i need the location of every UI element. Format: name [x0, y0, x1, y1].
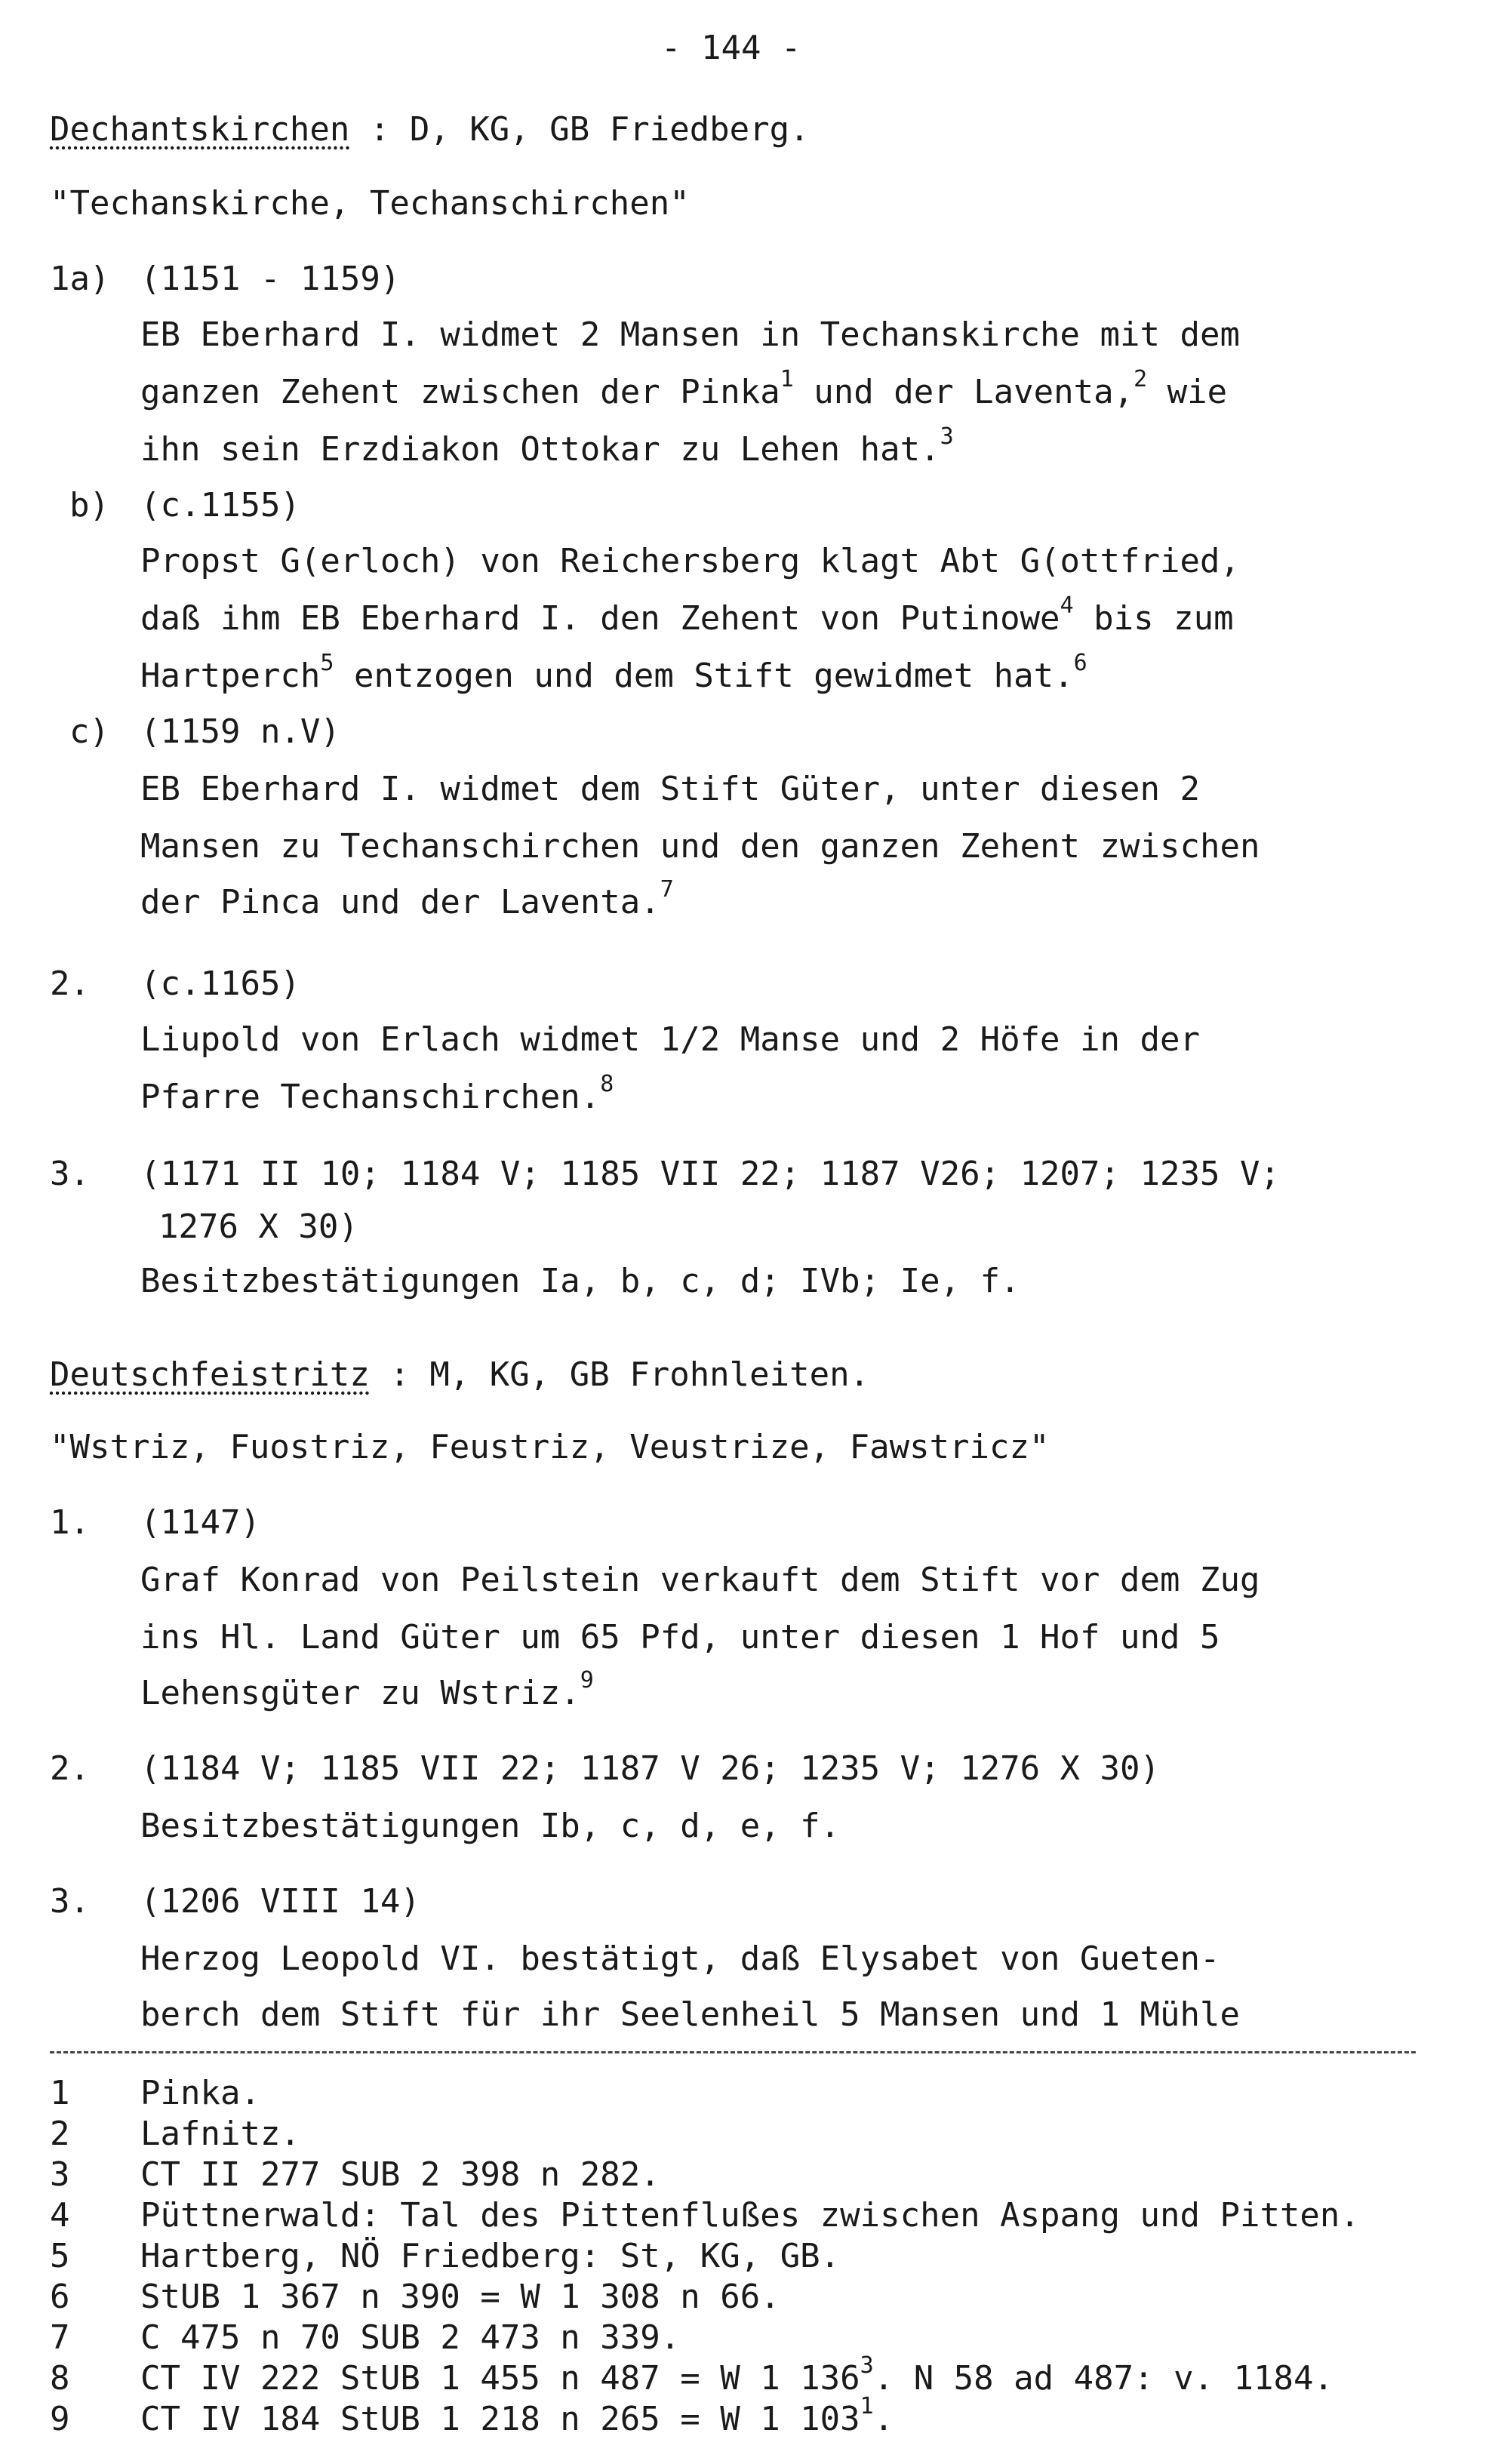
item-date: (1159 n.V): [140, 712, 340, 751]
footnote-ref: 1: [780, 366, 794, 392]
entry-heading: [50, 110, 810, 149]
item-label: b): [69, 486, 109, 524]
footnote-text: C 475 n 70 SUB 2 473 n 339.: [140, 2318, 681, 2357]
place-name: Dechantskirchen: [50, 110, 350, 149]
name-variants: "Wstriz, Fuostriz, Feustriz, Veustrize, Fawstricz": [50, 1428, 1050, 1466]
footnote-text: CT IV 222 StUB 1 455 n 487 = W 1 136: [140, 2359, 860, 2398]
footnote-number: 2: [50, 2115, 70, 2153]
item-line: Lehensgüter zu Wstriz.$^9$: [140, 1667, 594, 1712]
item-line: daß ihm EB Eberhard I. den Zehent von Putinowe$^4$ bis zum: [140, 592, 1234, 638]
footnote-ref: 5: [320, 650, 334, 676]
place-info: : D, KG, GB Friedberg.: [349, 110, 810, 149]
footnote-number: 8: [50, 2359, 70, 2398]
footnote-number: 4: [50, 2196, 70, 2235]
footnote-text-tail: .: [873, 2400, 894, 2438]
item-date: (c.1155): [140, 486, 300, 524]
footnote-text: Lafnitz.: [140, 2115, 300, 2153]
item-date: (1171 II 10; 1184 V; 1185 VII 22; 1187 V26; 1207; 1235 V;: [140, 1155, 1280, 1193]
page-number: - 144 -: [661, 29, 801, 67]
item-date: (1151 - 1159): [140, 260, 401, 298]
item-label: 3.: [50, 1155, 90, 1193]
footnote: [50, 2352, 1333, 2398]
item-line: 1276 X 30): [158, 1207, 358, 1246]
footnote-text: Pinka.: [140, 2074, 260, 2112]
item-line: Besitzbestätigungen Ib, c, d, e, f.: [140, 1807, 841, 1845]
name-variants: "Techanskirche, Techanschirchen": [50, 184, 690, 223]
footnote-ref: 8: [600, 1071, 614, 1097]
footnote-number: 7: [50, 2318, 70, 2357]
footnote: [50, 2278, 780, 2316]
footnote-ref: 7: [660, 876, 674, 903]
item-line: ihn sein Erzdiakon Ottokar zu Lehen hat.$^3$: [140, 423, 954, 469]
item-label: 3.: [50, 1882, 90, 1921]
footnote-number: 6: [50, 2278, 70, 2316]
item-date: (c.1165): [140, 964, 300, 1003]
item-label: 1.: [50, 1503, 90, 1542]
item-line: ganzen Zehent zwischen der Pinka$^1$ und der Laventa,$^2$ wie: [140, 366, 1228, 411]
footnote-text: StUB 1 367 n 390 = W 1 308 n 66.: [140, 2278, 780, 2316]
footnote-text: CT IV 184 StUB 1 218 n 265 = W 1 103: [140, 2400, 860, 2438]
item-line: der Pinca und der Laventa.$^7$: [140, 876, 674, 921]
item-line: Hartperch$^5$ entzogen und dem Stift gewidmet hat.$^6$: [140, 650, 1087, 695]
footnote-ref: 9: [580, 1667, 594, 1693]
place-name: Deutschfeistritz: [50, 1355, 370, 1394]
item-line: ins Hl. Land Güter um 65 Pfd, unter diesen 1 Hof und 5: [140, 1618, 1220, 1657]
footnote: [50, 2155, 660, 2194]
footnote: [50, 2237, 841, 2275]
item-line: Herzog Leopold VI. bestätigt, daß Elysabet von Gueten-: [140, 1940, 1220, 1978]
footnote-text: CT II 277 SUB 2 398 n 282.: [140, 2155, 660, 2194]
footnote-text: Hartberg, NÖ Friedberg: St, KG, GB.: [140, 2237, 841, 2275]
item-line: Liupold von Erlach widmet 1/2 Manse und 2 Höfe in der: [140, 1020, 1200, 1059]
footnote-superscript: 3: [860, 2352, 874, 2379]
footnote: [50, 2393, 894, 2438]
footnote-text-tail: . N 58 ad 487: v. 1184.: [873, 2359, 1333, 2398]
footnote: [50, 2318, 681, 2357]
item-date: (1206 VIII 14): [140, 1882, 420, 1921]
footnote-ref: 3: [940, 423, 954, 450]
item-date: (1147): [140, 1503, 260, 1542]
item-line: Besitzbestätigungen Ia, b, c, d; IVb; Ie, f.: [140, 1262, 1020, 1300]
footnote-text: Püttnerwald: Tal des Pittenflußes zwischen Aspang und Pitten.: [140, 2196, 1360, 2235]
footnote-superscript: 1: [860, 2393, 874, 2419]
item-label: c): [69, 712, 109, 751]
footnote: [50, 2196, 1360, 2235]
item-label: 1a): [50, 260, 110, 298]
footnote-separator: [50, 2051, 1416, 2053]
footnote-ref: 6: [1073, 650, 1087, 676]
footnote-ref: 4: [1060, 592, 1074, 619]
item-line: Mansen zu Techanschirchen und den ganzen Zehent zwischen: [140, 827, 1260, 866]
item-line: Pfarre Techanschirchen.$^8$: [140, 1071, 614, 1116]
item-line: EB Eberhard I. widmet dem Stift Güter, unter diesen 2: [140, 770, 1200, 808]
footnote-number: 5: [50, 2237, 70, 2275]
item-line: Propst G(erloch) von Reichersberg klagt Abt G(ottfried,: [140, 542, 1240, 580]
footnote-ref: 2: [1133, 366, 1148, 392]
item-line: berch dem Stift für ihr Seelenheil 5 Mansen und 1 Mühle: [140, 1995, 1240, 2034]
footnote: [50, 2115, 300, 2153]
footnote-number: 1: [50, 2074, 70, 2112]
item-date: (1184 V; 1185 VII 22; 1187 V 26; 1235 V; 1276 X 30): [140, 1749, 1161, 1788]
footnote-number: 9: [50, 2400, 70, 2438]
entry-heading: [50, 1355, 870, 1394]
item-label: 2.: [50, 964, 90, 1003]
footnote-number: 3: [50, 2155, 70, 2194]
item-line: EB Eberhard I. widmet 2 Mansen in Techanskirche mit dem: [140, 315, 1240, 354]
place-info: : M, KG, GB Frohnleiten.: [369, 1355, 870, 1394]
item-label: 2.: [50, 1749, 90, 1788]
footnote: [50, 2074, 260, 2112]
item-line: Graf Konrad von Peilstein verkauft dem Stift vor dem Zug: [140, 1561, 1260, 1599]
